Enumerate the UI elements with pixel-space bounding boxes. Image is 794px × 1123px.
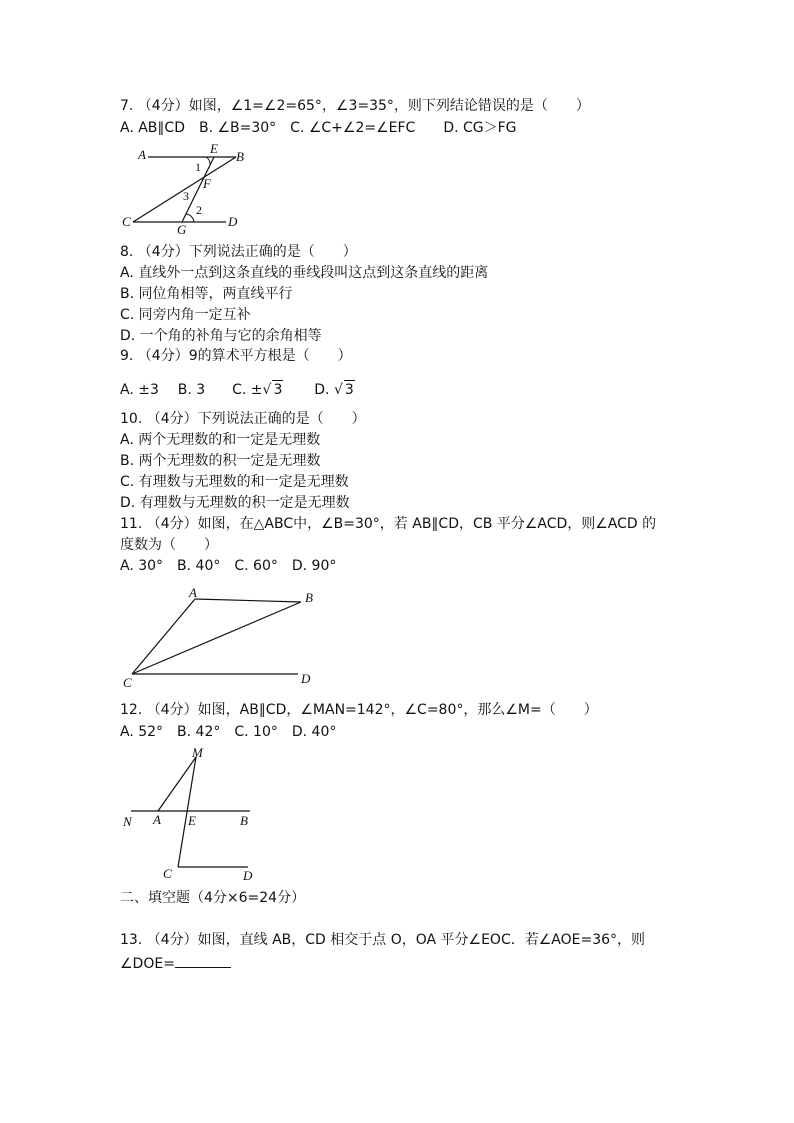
q11-figure xyxy=(118,583,328,693)
q12-label-c: C xyxy=(163,866,172,881)
q7-label-d: D xyxy=(228,214,238,229)
q7-label-b: B xyxy=(236,149,244,164)
q13-stem-line1: 13. （4分）如图，直线 AB，CD 相交于点 O，OA 平分∠EOC．若∠AOE=36°，则 xyxy=(120,932,646,948)
q8-option-b: B. 同位角相等，两直线平行 xyxy=(120,286,293,302)
q8-option-d: D. 一个角的补角与它的余角相等 xyxy=(120,328,322,344)
section-2-title: 二、填空题（4分×6=24分） xyxy=(120,890,306,906)
q12-label-n: N xyxy=(123,814,132,829)
q7-label-g: G xyxy=(177,222,187,236)
q7-label-2: 2 xyxy=(196,203,202,217)
q10-option-a: A. 两个无理数的和一定是无理数 xyxy=(120,432,321,448)
q11-label-a: A xyxy=(189,585,197,600)
q8-stem: 8. （4分）下列说法正确的是（ ） xyxy=(120,244,357,260)
q13-stem-line2 xyxy=(120,953,231,973)
q9-option-d: D. √ 3 xyxy=(314,382,354,398)
q7-options: A. AB∥CD B. ∠B=30° C. ∠C+∠2=∠EFC D. CG＞FG xyxy=(120,120,517,136)
q12-label-b: B xyxy=(240,813,248,828)
q10-option-d: D. 有理数与无理数的积一定是无理数 xyxy=(120,495,350,511)
q11-stem-line2: 度数为（ ） xyxy=(120,537,218,553)
q12-label-d: D xyxy=(243,868,253,883)
q12-options: A. 52° B. 42° C. 10° D. 40° xyxy=(120,724,337,740)
q10-option-c: C. 有理数与无理数的和一定是无理数 xyxy=(120,474,349,490)
q7-label-f: F xyxy=(203,176,211,191)
q10-stem: 10. （4分）下列说法正确的是（ ） xyxy=(120,411,366,427)
q9-option-c-radicand: 3 xyxy=(273,382,283,398)
q7-label-c: C xyxy=(122,214,131,229)
q9-option-b: B. 3 xyxy=(177,382,206,398)
q11-label-c: C xyxy=(123,675,132,690)
q9-option-d-radicand: 3 xyxy=(344,382,354,398)
q13-answer-blank xyxy=(175,953,231,968)
q9-option-c: C. ±√ 3 xyxy=(232,382,283,398)
q11-stem-line1: 11. （4分）如图，在△ABC中，∠B=30°，若 AB∥CD，CB 平分∠ACD，则∠ACD 的 xyxy=(120,516,657,532)
q12-label-e: E xyxy=(188,813,196,828)
q7-figure xyxy=(118,140,258,236)
q13-stem-prefix: ∠DOE= xyxy=(120,956,175,972)
q11-options: A. 30° B. 40° C. 60° D. 90° xyxy=(120,558,337,574)
q7-label-e: E xyxy=(210,141,218,156)
q12-label-m: M xyxy=(192,745,203,760)
q12-figure xyxy=(118,745,263,885)
q10-option-b: B. 两个无理数的积一定是无理数 xyxy=(120,453,321,469)
q7-label-3: 3 xyxy=(183,189,189,203)
q7-label-a: A xyxy=(138,147,146,162)
q12-stem: 12. （4分）如图，AB∥CD，∠MAN=142°，∠C=80°，那么∠M=（ ） xyxy=(120,702,598,718)
q7-stem: 7. （4分）如图，∠1=∠2=65°，∠3=35°，则下列结论错误的是（ ） xyxy=(120,98,590,114)
q8-option-a: A. 直线外一点到这条直线的垂线段叫这点到这条直线的距离 xyxy=(120,265,489,281)
q12-label-a: A xyxy=(153,812,161,827)
q11-label-d: D xyxy=(301,671,311,686)
q9-option-a: A. ±3 xyxy=(120,382,159,398)
q9-stem: 9. （4分）9的算术平方根是（ ） xyxy=(120,348,352,364)
q7-label-1: 1 xyxy=(195,160,201,174)
q8-option-c: C. 同旁内角一定互补 xyxy=(120,307,251,323)
q11-label-b: B xyxy=(305,590,313,605)
q9-options xyxy=(120,380,355,399)
